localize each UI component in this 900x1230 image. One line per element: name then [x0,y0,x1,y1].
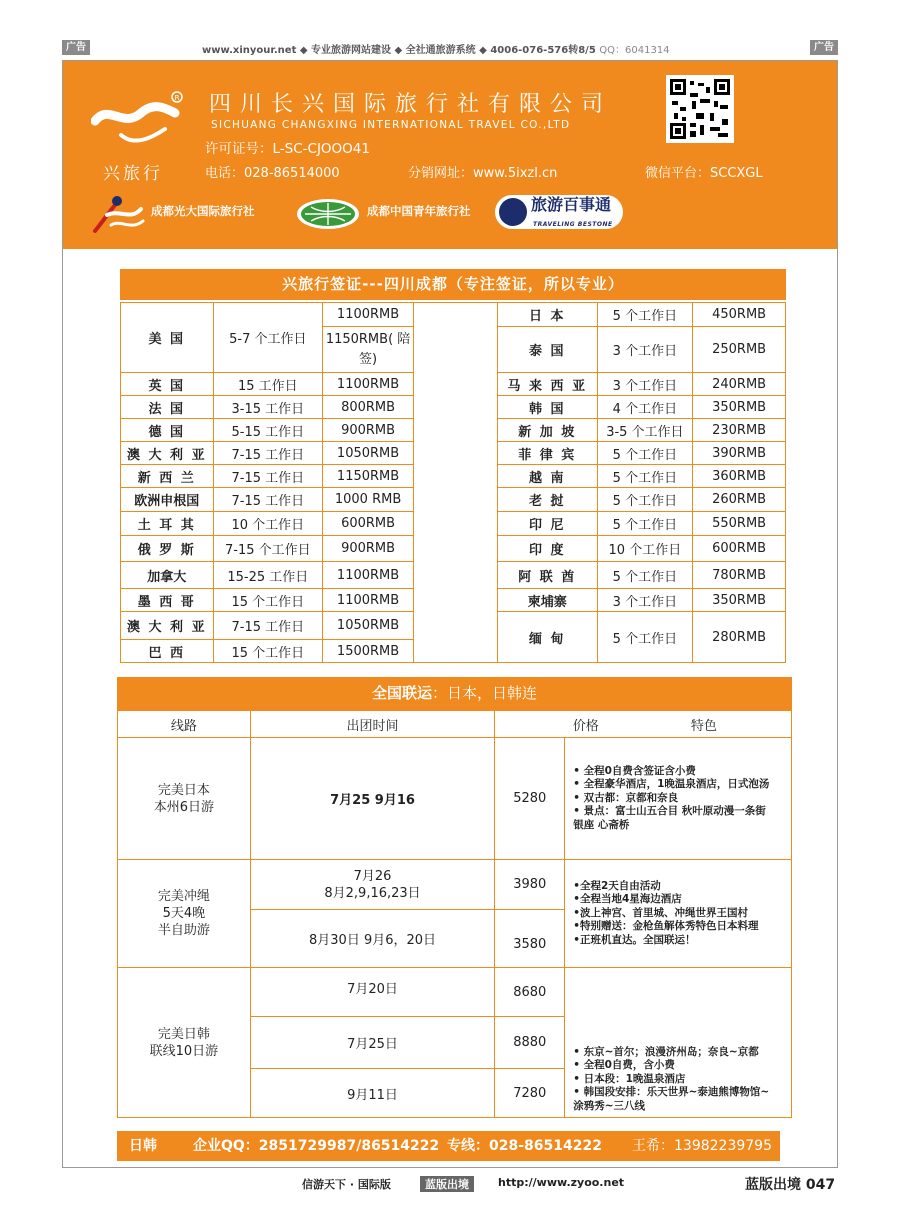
table-row [118,860,792,910]
visa-table-gap [414,302,497,663]
logo-name: 兴旅行 [103,164,163,184]
table-row [121,303,414,327]
days-cell: 15-25 工作日 [213,562,323,589]
price-cell: 3980 [495,860,565,910]
country-cell: 老 挝 [498,488,598,512]
header-route: 线路 [118,711,251,738]
days-cell: 5 个工作日 [597,442,693,465]
ad-strip-main: www.xinyour.net ◆ 专业旅游网站建设 ◆ 全社通旅游系统 ◆ 4006-076-576转8/5 [202,45,596,56]
tour-table [117,710,792,1118]
price-cell: 600RMB [323,512,414,536]
price-cell: 900RMB [323,419,414,442]
date-cell: 9月11日 [250,1069,495,1118]
visa-section-title: 兴旅行签证---四川成都（专注签证，所以专业） [120,269,786,300]
days-cell: 7-15 工作日 [213,442,323,465]
days-cell: 3 个工作日 [597,327,693,373]
price-cell: 550RMB [693,512,786,536]
days-cell: 10 个工作日 [597,536,693,562]
date-cell: 7月25日 [250,1017,495,1069]
feature-cell: •全程2天自由活动 •全程当地4星海边酒店 •波上神宫、首里城、冲绳世界王国村 •特别赠送：金枪鱼解体秀特色日本料理 •正班机直达。全国联运！ [565,860,792,968]
footer-publication: 信游天下 · 国际版 [302,1178,391,1191]
price-cell: 1150RMB( 陪签) [323,327,414,373]
country-cell: 美 国 [121,303,214,373]
country-cell: 德 国 [121,419,214,442]
header-date: 出团时间 [250,711,495,738]
header-price-feature [565,711,792,738]
table-row [498,589,786,612]
days-cell: 5 个工作日 [597,303,693,327]
table-row [498,465,786,488]
country-cell: 法 国 [121,396,214,419]
header-feature: 特色 [690,718,717,734]
feature-cell: • 东京~首尔；浪漫济州岛；奈良~京都 • 全程0自费，含小费 • 日本段：1晚温泉酒店 • 韩国段安排：乐天世界~泰迪熊博物馆~ 涂鸦秀~三八线 [565,968,792,1118]
price-cell: 8680 [495,968,565,1017]
country-cell: 欧洲申根国 [121,488,214,512]
country-cell: 新 加 坡 [498,419,598,442]
price-cell: 250RMB [693,327,786,373]
price-cell: 1500RMB [323,640,414,663]
days-cell: 5 个工作日 [597,512,693,536]
days-cell: 7-15 工作日 [213,465,323,488]
table-row [498,536,786,562]
price-cell: 1100RMB [323,303,414,327]
price-cell: 240RMB [693,373,786,396]
table-row [121,396,414,419]
days-cell: 3 个工作日 [597,373,693,396]
price-cell: 350RMB [693,396,786,419]
table-row [118,738,792,860]
price-cell: 1100RMB [323,373,414,396]
footer-url[interactable]: http://www.zyoo.net [498,1176,625,1189]
company-name-cn: 四川长兴国际旅行社有限公司 [209,92,613,117]
country-cell: 澳 大 利 亚 [121,612,214,640]
ad-strip-qq: QQ：6041314 [599,45,670,56]
table-row [498,442,786,465]
partner-cyts: 成都中国青年旅行社 [367,204,471,218]
phone-number: 电话：028-86514000 [205,166,340,181]
table-row [121,465,414,488]
price-cell: 900RMB [323,536,414,562]
country-cell: 日 本 [498,303,598,327]
ad-strip-text [202,41,670,56]
table-row [121,536,414,562]
days-cell: 15 个工作日 [213,640,323,663]
days-cell: 4 个工作日 [597,396,693,419]
price-cell: 450RMB [693,303,786,327]
country-cell: 印 尼 [498,512,598,536]
tour-title-rest: ：日本，日韩连 [432,684,538,702]
date-cell: 7月20日 [250,968,495,1017]
brand-sub: TRAVELING BESTONE [533,221,613,228]
tour-section-title [117,677,792,710]
partner-guangda: 成都光大国际旅行社 [151,204,255,218]
country-cell: 墨 西 哥 [121,589,214,612]
days-cell: 5-15 工作日 [213,419,323,442]
country-cell: 英 国 [121,373,214,396]
license-number: 许可证号：L-SC-CJOOO41 [205,141,370,157]
country-cell: 巴 西 [121,640,214,663]
page-footer [0,1176,900,1196]
country-cell: 柬埔寨 [498,589,598,612]
table-row [498,373,786,396]
price-cell: 8880 [495,1017,565,1069]
table-header-row [118,711,792,738]
footer-tag: 蓝版出境 [420,1176,474,1192]
tour-title-bold: 全国联运 [371,684,432,702]
days-cell: 15 个工作日 [213,589,323,612]
country-cell: 加拿大 [121,562,214,589]
price-cell: 3580 [495,910,565,968]
country-cell: 菲 律 宾 [498,442,598,465]
table-row [121,640,414,663]
ad-tag-right: 广告 [810,40,838,55]
page-number: 蓝版出境 047 [745,1177,836,1193]
table-row [121,488,414,512]
country-cell: 马 来 西 亚 [498,373,598,396]
table-row [498,303,786,327]
table-row [498,419,786,442]
price-cell: 7280 [495,1069,565,1118]
guangda-logo-icon [91,191,147,237]
company-name-en: SICHUANG CHANGXING INTERNATIONAL TRAVEL CO.,LTD [211,119,571,131]
days-cell: 10 个工作日 [213,512,323,536]
table-row [498,512,786,536]
table-row [498,396,786,419]
country-cell: 土 耳 其 [121,512,214,536]
company-header [63,61,837,249]
days-cell: 7-15 工作日 [213,612,323,640]
route-cell: 完美日本 本州6日游 [118,738,251,860]
ad-tag-left: 广告 [62,40,90,55]
date-cell: 7月26 8月2,9,16,23日 [250,860,495,910]
price-cell: 1100RMB [323,562,414,589]
svg-text:R: R [174,94,180,102]
date-cell: 7月25 9月16 [250,738,495,860]
days-cell: 7-15 工作日 [213,488,323,512]
price-cell: 600RMB [693,536,786,562]
wechat-platform: 微信平台：SCCXGL [645,166,763,181]
price-cell: 350RMB [693,589,786,612]
price-cell: 1050RMB [323,442,414,465]
contact-person: 王希：13982239795 [632,1138,772,1154]
price-cell: 1150RMB [323,465,414,488]
distribution-website: 分销网址：www.5ixzl.cn [408,166,558,181]
table-row [121,419,414,442]
table-row [121,589,414,612]
price-cell: 5280 [495,738,565,860]
header-price: 价格 [572,718,599,734]
company-logo-icon [91,83,191,153]
country-cell: 泰 国 [498,327,598,373]
table-row [121,612,414,640]
price-cell: 260RMB [693,488,786,512]
price-cell: 1000 RMB [323,488,414,512]
country-cell: 俄 罗 斯 [121,536,214,562]
price-cell: 280RMB [693,612,786,663]
days-cell: 3-15 工作日 [213,396,323,419]
table-row [498,327,786,373]
top-ad-strip [62,40,838,56]
table-row [498,488,786,512]
country-cell: 越 南 [498,465,598,488]
days-cell: 5 个工作日 [597,488,693,512]
country-cell: 缅 甸 [498,612,598,663]
price-cell: 1100RMB [323,589,414,612]
price-cell: 800RMB [323,396,414,419]
table-row [118,968,792,1017]
brand-mascot-icon [499,198,527,226]
country-cell: 韩 国 [498,396,598,419]
date-cell: 8月30日 9月6，20日 [250,910,495,968]
feature-cell: • 全程0自费含签证含小费 • 全程豪华酒店，1晚温泉酒店，日式泡汤 • 双古都：京都和奈良 • 景点：富士山五合目 秋叶原动漫一条街 银座 心斋桥 [565,738,792,860]
days-cell: 5 个工作日 [597,562,693,589]
table-row [121,373,414,396]
price-cell: 780RMB [693,562,786,589]
country-cell: 印 度 [498,536,598,562]
table-row [121,512,414,536]
days-cell: 3-5 个工作日 [597,419,693,442]
cyts-logo-icon [295,197,361,231]
contact-label: 日韩 [129,1138,157,1154]
brand-name: 旅游百事通 [531,195,612,214]
route-cell: 完美冲绳 5天4晚 半自助游 [118,860,251,968]
country-cell: 阿 联 酋 [498,562,598,589]
visa-table-left [120,302,414,663]
contact-bar [117,1131,780,1161]
contact-qq: 企业QQ：2851729987/86514222 [193,1138,440,1154]
country-cell: 新 西 兰 [121,465,214,488]
contact-hotline: 专线：028-86514222 [447,1138,602,1154]
price-cell: 230RMB [693,419,786,442]
brand-badge [495,195,623,229]
table-row [498,612,786,663]
price-cell: 1050RMB [323,612,414,640]
price-cell: 390RMB [693,442,786,465]
header-price-spacer [495,711,565,738]
days-cell: 3 个工作日 [597,589,693,612]
table-row [121,442,414,465]
price-cell: 360RMB [693,465,786,488]
days-cell: 15 工作日 [213,373,323,396]
table-row [121,562,414,589]
table-row [498,562,786,589]
days-cell: 5 个工作日 [597,612,693,663]
visa-table-right [497,302,786,663]
route-cell: 完美日韩 联线10日游 [118,968,251,1118]
country-cell: 澳 大 利 亚 [121,442,214,465]
qr-code-icon [666,75,734,143]
days-cell: 5 个工作日 [597,465,693,488]
days-cell: 7-15 个工作日 [213,536,323,562]
days-cell: 5-7 个工作日 [213,303,323,373]
